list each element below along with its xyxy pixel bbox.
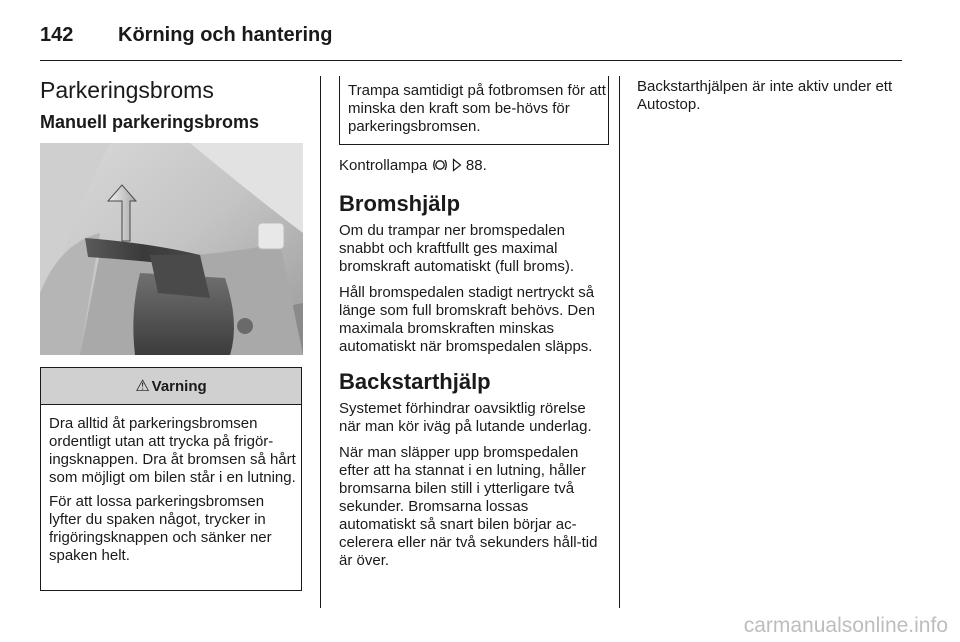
- section-heading: Backstarthjälp: [339, 369, 491, 394]
- paragraph: Backstarthjälpen är inte aktiv under ett Autostop.: [637, 78, 893, 113]
- warning-triangle-icon: ⚠: [135, 378, 150, 395]
- control-lamp-label: Kontrollampa: [339, 157, 428, 174]
- warning-header: [41, 367, 301, 405]
- section-heading: Bromshjälp: [339, 191, 461, 216]
- column-3: [637, 78, 899, 122]
- column-divider: [619, 76, 620, 608]
- page-header: [40, 14, 902, 61]
- watermark: carmanualsonline.info: [743, 614, 948, 637]
- parking-brake-photo: [40, 143, 303, 355]
- paragraph: När man släpper upp bromspedalen efter att ha stannat i en lutning, håller bromsarna bilen still i ytterligare två sekunder. Bromsarna lossas automatiskt så snart bilen börjar ac-celerera eller när två sekunders håll-tid är över.: [339, 444, 598, 569]
- subsection-title: Manuell parkeringsbroms: [40, 112, 260, 132]
- parking-brake-illustration: [40, 143, 303, 355]
- control-lamp-page: 88.: [465, 157, 487, 174]
- warning-box: [40, 367, 302, 591]
- page-reference-arrow-icon: [452, 158, 462, 177]
- note-box: [339, 76, 609, 145]
- column-1: [40, 76, 305, 134]
- section-title: Parkeringsbroms: [40, 77, 214, 103]
- column-divider: [320, 76, 321, 608]
- paragraph: Om du trampar ner bromspedalen snabbt och kraftfullt ges maximal bromskraft automatiskt (full broms).: [339, 222, 575, 275]
- paragraph: Håll bromspedalen stadigt nertryckt så länge som full bromskraft behövs. Den maximala bromskraften minskas automatiskt när bromspedalen släpps.: [339, 284, 595, 355]
- page-number: 142: [40, 24, 74, 46]
- column-2: [339, 157, 607, 578]
- control-lamp-reference: [339, 157, 607, 178]
- warning-body: [41, 405, 301, 565]
- brake-warning-lamp-icon: [432, 157, 448, 178]
- warning-heading: Varning: [151, 377, 207, 395]
- warning-paragraph: För att lossa parkeringsbromsen lyfter du spaken något, trycker in frigöringsknappen och sänker ner spaken helt.: [49, 493, 272, 564]
- note-text: Trampa samtidigt på fotbromsen för att minska den kraft som be-hövs för parkeringsbromsen.: [348, 82, 606, 135]
- warning-paragraph: Dra alltid åt parkeringsbromsen ordentligt utan att trycka på frigör-ingsknappen. Dra åt bromsen så hårt som möjligt om bilen står i en lutning.: [49, 415, 296, 486]
- paragraph: Systemet förhindrar oavsiktlig rörelse när man kör iväg på lutande underlag.: [339, 400, 592, 435]
- chapter-title: Körning och hantering: [118, 24, 333, 46]
